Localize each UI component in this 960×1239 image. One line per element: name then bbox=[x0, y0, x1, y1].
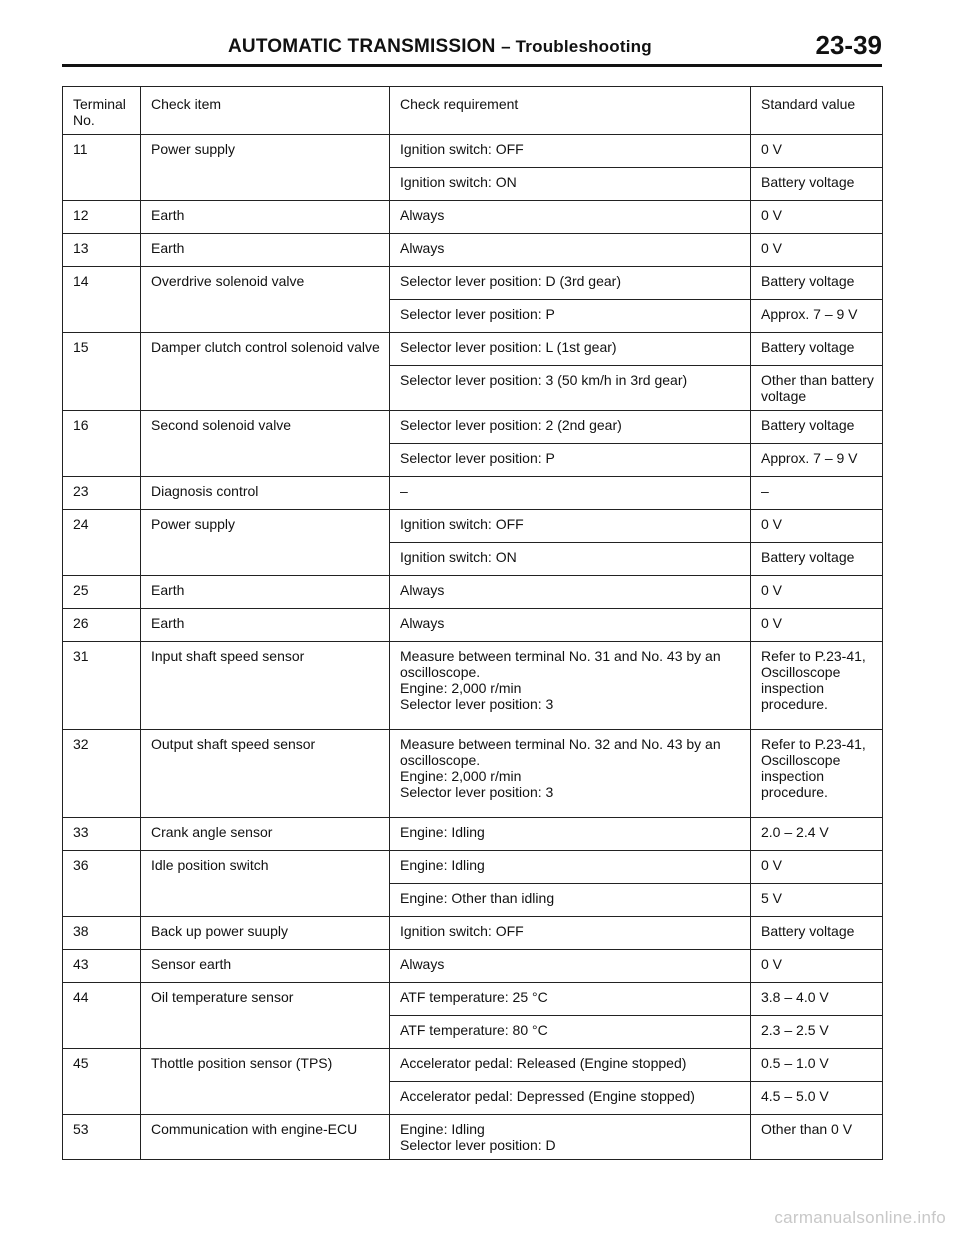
page-header bbox=[62, 30, 882, 67]
terminal-number: 26 bbox=[63, 609, 141, 642]
check-requirement: – bbox=[390, 477, 751, 510]
standard-value: Refer to P.23-41, Oscilloscope inspection procedure. bbox=[751, 730, 883, 818]
table-row bbox=[63, 1049, 883, 1082]
check-requirement: Ignition switch: ON bbox=[390, 543, 751, 576]
table-row bbox=[63, 576, 883, 609]
column-header-terminal: Terminal No. bbox=[63, 87, 141, 135]
standard-value: 0 V bbox=[751, 576, 883, 609]
table-row bbox=[63, 333, 883, 366]
terminal-number: 11 bbox=[63, 135, 141, 201]
standard-value: 0 V bbox=[751, 950, 883, 983]
check-item: Second solenoid valve bbox=[141, 411, 390, 477]
terminal-number: 14 bbox=[63, 267, 141, 333]
table-row bbox=[63, 411, 883, 444]
standard-value: 0 V bbox=[751, 234, 883, 267]
table-row bbox=[63, 1115, 883, 1160]
check-requirement: Always bbox=[390, 201, 751, 234]
standard-value: 2.3 – 2.5 V bbox=[751, 1016, 883, 1049]
table-row bbox=[63, 201, 883, 234]
standard-value: Approx. 7 – 9 V bbox=[751, 300, 883, 333]
check-item: Diagnosis control bbox=[141, 477, 390, 510]
check-item: Communication with engine-ECU bbox=[141, 1115, 390, 1160]
check-requirement: Selector lever position: D (3rd gear) bbox=[390, 267, 751, 300]
check-item: Sensor earth bbox=[141, 950, 390, 983]
terminal-number: 31 bbox=[63, 642, 141, 730]
standard-value: 2.0 – 2.4 V bbox=[751, 818, 883, 851]
check-requirement: ATF temperature: 25 °C bbox=[390, 983, 751, 1016]
check-item: Earth bbox=[141, 201, 390, 234]
column-header-standard-value: Standard value bbox=[751, 87, 883, 135]
terminal-number: 53 bbox=[63, 1115, 141, 1160]
standard-value: 0 V bbox=[751, 609, 883, 642]
terminal-number: 13 bbox=[63, 234, 141, 267]
check-item: Power supply bbox=[141, 510, 390, 576]
check-requirement: Selector lever position: 2 (2nd gear) bbox=[390, 411, 751, 444]
terminal-number: 38 bbox=[63, 917, 141, 950]
check-requirement: Selector lever position: P bbox=[390, 300, 751, 333]
terminal-number: 23 bbox=[63, 477, 141, 510]
standard-value: Approx. 7 – 9 V bbox=[751, 444, 883, 477]
check-item: Earth bbox=[141, 576, 390, 609]
table-row bbox=[63, 135, 883, 168]
watermark-text: carmanualsonline.info bbox=[774, 1208, 946, 1227]
check-requirement: Always bbox=[390, 950, 751, 983]
check-requirement: Always bbox=[390, 576, 751, 609]
terminal-number: 24 bbox=[63, 510, 141, 576]
table-row bbox=[63, 477, 883, 510]
table-row bbox=[63, 234, 883, 267]
check-requirement: Engine: Idling Selector lever position: D bbox=[390, 1115, 751, 1160]
table-row bbox=[63, 642, 883, 730]
standard-value: 0 V bbox=[751, 201, 883, 234]
table-row bbox=[63, 818, 883, 851]
terminal-number: 15 bbox=[63, 333, 141, 411]
standard-value: Battery voltage bbox=[751, 333, 883, 366]
standard-value: Battery voltage bbox=[751, 543, 883, 576]
check-item: Overdrive solenoid valve bbox=[141, 267, 390, 333]
terminal-number: 32 bbox=[63, 730, 141, 818]
standard-value: Battery voltage bbox=[751, 917, 883, 950]
terminal-number: 36 bbox=[63, 851, 141, 917]
section-title: AUTOMATIC TRANSMISSION bbox=[228, 36, 496, 57]
check-item: Idle position switch bbox=[141, 851, 390, 917]
table-row bbox=[63, 730, 883, 818]
page-title bbox=[228, 36, 652, 58]
terminal-number: 44 bbox=[63, 983, 141, 1049]
standard-value: 0 V bbox=[751, 851, 883, 884]
standard-value: – bbox=[751, 477, 883, 510]
standard-value: 0 V bbox=[751, 135, 883, 168]
column-header-requirement: Check requirement bbox=[390, 87, 751, 135]
terminal-number: 33 bbox=[63, 818, 141, 851]
check-requirement: Selector lever position: 3 (50 km/h in 3rd gear) bbox=[390, 366, 751, 411]
standard-value: 0.5 – 1.0 V bbox=[751, 1049, 883, 1082]
standard-value: 4.5 – 5.0 V bbox=[751, 1082, 883, 1115]
terminal-number: 25 bbox=[63, 576, 141, 609]
check-requirement: Always bbox=[390, 234, 751, 267]
check-requirement: Ignition switch: OFF bbox=[390, 135, 751, 168]
check-requirement: Measure between terminal No. 32 and No. 43 by an oscilloscope. Engine: 2,000 r/min Selector lever position: 3 bbox=[390, 730, 751, 818]
standard-value: Other than battery voltage bbox=[751, 366, 883, 411]
check-item: Oil temperature sensor bbox=[141, 983, 390, 1049]
standard-value: Refer to P.23-41, Oscilloscope inspection procedure. bbox=[751, 642, 883, 730]
check-item: Output shaft speed sensor bbox=[141, 730, 390, 818]
page-number: 23-39 bbox=[815, 30, 882, 60]
column-header-check-item: Check item bbox=[141, 87, 390, 135]
check-item: Earth bbox=[141, 234, 390, 267]
check-item: Back up power suuply bbox=[141, 917, 390, 950]
check-requirement: Selector lever position: L (1st gear) bbox=[390, 333, 751, 366]
check-requirement: Ignition switch: OFF bbox=[390, 917, 751, 950]
check-requirement: Ignition switch: ON bbox=[390, 168, 751, 201]
standard-value: Battery voltage bbox=[751, 267, 883, 300]
table-row bbox=[63, 609, 883, 642]
terminal-check-table bbox=[62, 86, 883, 1160]
terminal-number: 16 bbox=[63, 411, 141, 477]
standard-value: Battery voltage bbox=[751, 411, 883, 444]
table-body bbox=[63, 135, 883, 1160]
table-row bbox=[63, 950, 883, 983]
terminal-number: 12 bbox=[63, 201, 141, 234]
check-requirement: Engine: Other than idling bbox=[390, 884, 751, 917]
table-row bbox=[63, 851, 883, 884]
terminal-number: 43 bbox=[63, 950, 141, 983]
section-subtitle: – Troubleshooting bbox=[501, 37, 652, 56]
check-requirement: Selector lever position: P bbox=[390, 444, 751, 477]
check-requirement: Accelerator pedal: Depressed (Engine stopped) bbox=[390, 1082, 751, 1115]
check-item: Power supply bbox=[141, 135, 390, 201]
check-item: Crank angle sensor bbox=[141, 818, 390, 851]
terminal-number: 45 bbox=[63, 1049, 141, 1115]
table-row bbox=[63, 267, 883, 300]
table-header-row bbox=[63, 87, 883, 135]
check-requirement: ATF temperature: 80 °C bbox=[390, 1016, 751, 1049]
check-requirement: Ignition switch: OFF bbox=[390, 510, 751, 543]
standard-value: 3.8 – 4.0 V bbox=[751, 983, 883, 1016]
standard-value: Other than 0 V bbox=[751, 1115, 883, 1160]
check-item: Earth bbox=[141, 609, 390, 642]
check-requirement: Engine: Idling bbox=[390, 851, 751, 884]
check-requirement: Engine: Idling bbox=[390, 818, 751, 851]
table-row bbox=[63, 983, 883, 1016]
check-item: Damper clutch control solenoid valve bbox=[141, 333, 390, 411]
standard-value: 5 V bbox=[751, 884, 883, 917]
check-item: Thottle position sensor (TPS) bbox=[141, 1049, 390, 1115]
check-requirement: Measure between terminal No. 31 and No. 43 by an oscilloscope. Engine: 2,000 r/min Selector lever position: 3 bbox=[390, 642, 751, 730]
standard-value: Battery voltage bbox=[751, 168, 883, 201]
table-row bbox=[63, 917, 883, 950]
standard-value: 0 V bbox=[751, 510, 883, 543]
check-requirement: Accelerator pedal: Released (Engine stopped) bbox=[390, 1049, 751, 1082]
table-row bbox=[63, 510, 883, 543]
check-requirement: Always bbox=[390, 609, 751, 642]
check-item: Input shaft speed sensor bbox=[141, 642, 390, 730]
